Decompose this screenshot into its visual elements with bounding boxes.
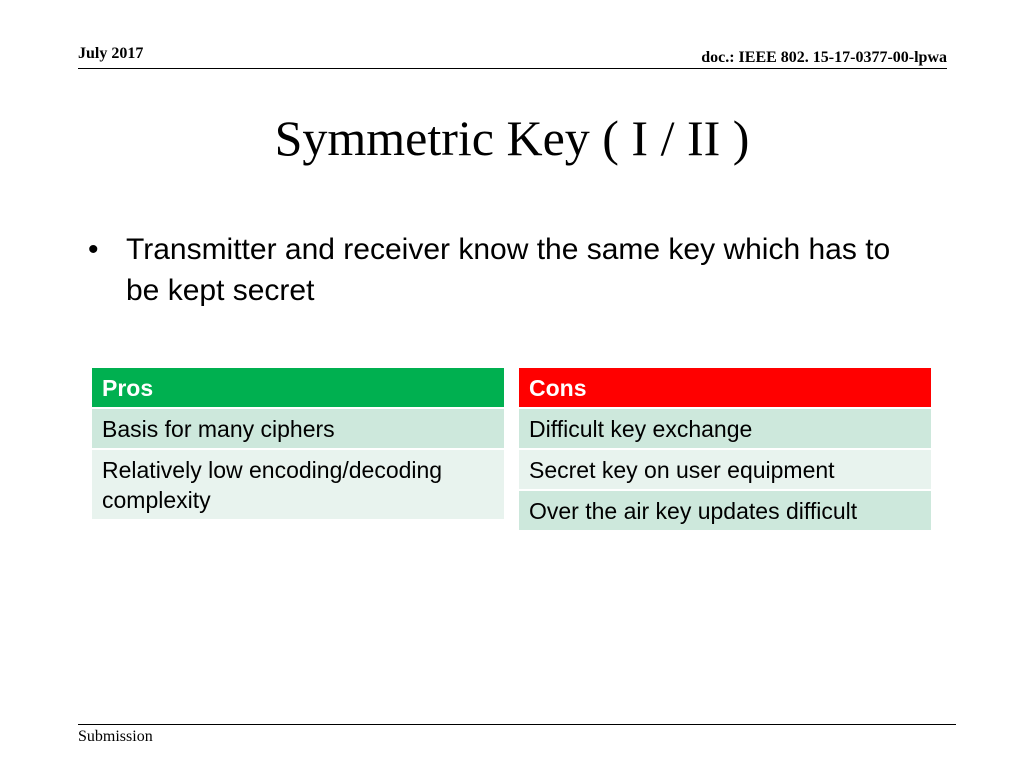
pros-cell: Relatively low encoding/decoding complexity — [92, 450, 504, 521]
cons-cell: Difficult key exchange — [519, 409, 931, 450]
bullet-item — [88, 229, 918, 311]
cons-header: Cons — [519, 368, 931, 409]
footer-divider — [78, 724, 956, 725]
header-date: July 2017 — [78, 45, 144, 62]
bullet-text: Transmitter and receiver know the same key which has to be kept secret — [126, 233, 891, 307]
bullet-marker: • — [88, 233, 99, 266]
table-row — [519, 450, 931, 491]
table-row — [519, 409, 931, 450]
footer-label: Submission — [78, 728, 153, 745]
header-divider — [78, 68, 947, 69]
table-row — [519, 491, 931, 532]
slide-title: Symmetric Key ( I / II ) — [274, 110, 750, 166]
cons-cell: Over the air key updates difficult — [519, 491, 931, 532]
table-row — [519, 368, 931, 409]
header-doc-id: doc.: IEEE 802. 15-17-0377-00-lpwa — [701, 49, 947, 66]
cons-table — [519, 368, 931, 532]
cons-cell: Secret key on user equipment — [519, 450, 931, 491]
pros-header: Pros — [92, 368, 504, 409]
pros-table — [92, 368, 504, 521]
table-row — [92, 409, 504, 450]
table-row — [92, 368, 504, 409]
table-row — [92, 450, 504, 521]
pros-cell: Basis for many ciphers — [92, 409, 504, 450]
